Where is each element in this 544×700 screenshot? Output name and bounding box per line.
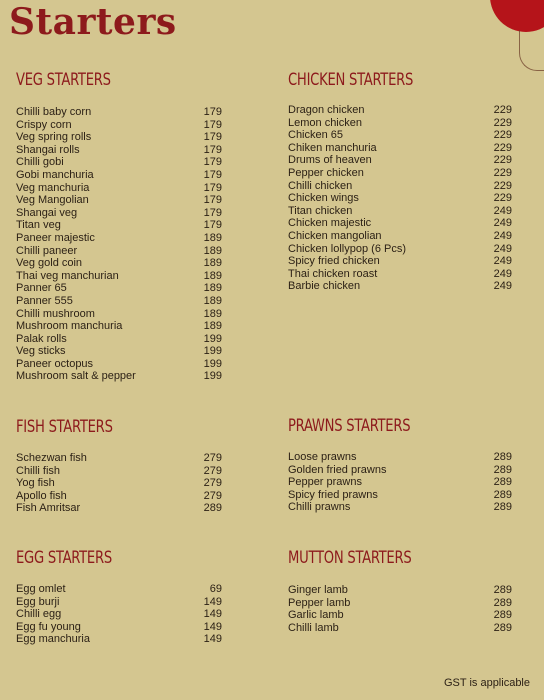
item-price: 189 [203,282,222,295]
item-price: 199 [203,357,222,370]
item-price: 189 [203,257,222,270]
item-name: Chilli lamb [288,621,339,634]
item-name: Chicken mangolian [288,229,382,242]
item-price: 189 [203,244,222,257]
item-name: Fish Amritsar [16,502,81,515]
item-price: 279 [203,452,222,464]
item-name: Ginger lamb [288,584,348,596]
item-price: 179 [203,206,222,219]
menu-item [16,106,222,119]
section-heading: CHICKEN STARTERS [288,70,414,90]
veg-starters-section [16,69,222,383]
menu-item [16,194,222,207]
item-price: 179 [203,194,222,207]
item-price: 149 [203,608,222,621]
item-price: 199 [203,370,222,383]
menu-item [16,333,222,346]
item-name: Garlic lamb [288,609,344,622]
menu-item [16,320,222,333]
menu-item [16,257,222,270]
menu-item [16,232,222,245]
menu-item [16,358,222,371]
menu-item [288,622,512,635]
item-price: 289 [493,621,512,634]
menu-item [16,131,222,144]
item-price: 249 [493,242,512,255]
item-price: 179 [203,118,222,131]
item-name: Chilli baby corn [16,106,92,118]
item-name: Shangai veg [16,206,78,219]
item-name: Egg manchuria [16,633,90,646]
item-name: Panner 65 [16,282,67,295]
item-name: Barbie chicken [288,280,361,293]
menu-item [288,142,512,155]
item-name: Chilli paneer [16,244,78,257]
item-name: Dragon chicken [288,104,365,116]
item-name: Chilli chicken [288,179,353,192]
item-name: Loose prawns [288,451,357,463]
item-price: 229 [493,166,512,179]
item-name: Pepper chicken [288,166,364,179]
item-name: Apollo fish [16,489,67,502]
menu-item [16,144,222,157]
item-name: Veg manchuria [16,181,90,194]
corner-illustration [519,30,544,71]
item-name: Egg omlet [16,583,66,595]
item-name: Yog fish [16,477,55,490]
menu-item [288,280,512,293]
item-name: Mushroom manchuria [16,320,123,333]
item-name: Chicken wings [288,192,359,205]
item-name: Veg sticks [16,345,66,358]
item-list [288,584,512,634]
item-price: 249 [493,204,512,217]
menu-item [288,255,512,268]
mutton-starters-section [288,547,512,634]
item-name: Titan veg [16,219,61,232]
menu-item [16,182,222,195]
item-price: 189 [203,320,222,333]
item-list [16,583,222,646]
item-price: 229 [493,192,512,205]
menu-item [16,452,222,465]
menu-item [288,230,512,243]
menu-item [16,345,222,358]
item-price: 69 [209,583,222,595]
menu-item [288,609,512,622]
item-price: 249 [493,255,512,268]
item-price: 179 [203,143,222,156]
menu-item [288,154,512,167]
item-price: 199 [203,332,222,345]
menu-item [16,502,222,515]
item-price: 189 [203,294,222,307]
menu-item [16,308,222,321]
item-price: 249 [493,267,512,280]
item-price: 179 [203,156,222,169]
menu-item [16,465,222,478]
menu-item [16,207,222,220]
menu-item [16,169,222,182]
item-price: 289 [493,501,512,514]
section-heading: MUTTON STARTERS [288,548,412,568]
item-name: Chilli fish [16,464,61,477]
menu-item [288,192,512,205]
menu-item [16,219,222,232]
menu-item [288,217,512,230]
chicken-starters-section [288,69,512,293]
item-name: Veg gold coin [16,257,83,270]
item-price: 289 [493,609,512,622]
item-name: Chicken lollypop (6 Pcs) [288,242,406,255]
item-price: 179 [203,106,222,118]
egg-starters-section [16,547,222,646]
item-price: 279 [203,477,222,490]
menu-item [16,596,222,609]
item-price: 279 [203,489,222,502]
menu-item [16,477,222,490]
item-name: Chiken manchuria [288,141,377,154]
menu-item [16,490,222,503]
item-list [288,451,512,514]
menu-item [288,167,512,180]
item-price: 289 [493,488,512,501]
item-price: 289 [493,584,512,596]
item-price: 249 [493,280,512,293]
item-price: 189 [203,307,222,320]
item-price: 149 [203,633,222,646]
item-price: 189 [203,231,222,244]
item-price: 229 [493,154,512,167]
item-name: Pepper lamb [288,596,351,609]
menu-item [288,268,512,281]
item-name: Egg fu young [16,620,81,633]
item-name: Gobi manchuria [16,168,94,181]
menu-item [288,464,512,477]
item-name: Chilli prawns [288,501,351,514]
item-name: Chilli mushroom [16,307,95,320]
item-name: Crispy corn [16,118,72,131]
item-price: 289 [493,451,512,463]
item-name: Chicken 65 [288,129,344,142]
prawns-starters-section [288,415,512,514]
item-price: 289 [493,596,512,609]
item-name: Spicy fried prawns [288,488,378,501]
menu-item [16,245,222,258]
item-price: 179 [203,168,222,181]
corner-decoration [490,0,544,32]
item-price: 289 [493,463,512,476]
item-price: 279 [203,464,222,477]
menu-item [16,370,222,383]
item-list [288,104,512,293]
item-list [16,452,222,515]
page-title: Starters [9,1,177,43]
fish-starters-section [16,416,222,515]
item-name: Paneer octopus [16,357,94,370]
item-name: Thai chicken roast [288,267,378,280]
item-price: 289 [203,502,222,515]
menu-item [288,597,512,610]
item-name: Titan chicken [288,204,353,217]
item-price: 229 [493,129,512,142]
item-name: Thai veg manchurian [16,269,119,282]
item-price: 229 [493,141,512,154]
item-price: 179 [203,219,222,232]
item-name: Egg burji [16,595,60,608]
item-name: Lemon chicken [288,116,362,129]
item-list [16,106,222,383]
menu-item [288,243,512,256]
menu-item [16,270,222,283]
section-heading: FISH STARTERS [16,417,113,437]
menu-item [288,476,512,489]
item-name: Shangai rolls [16,143,80,156]
item-price: 189 [203,269,222,282]
menu-item [16,633,222,646]
item-name: Chilli egg [16,608,62,621]
item-name: Panner 555 [16,294,73,307]
menu-item [16,608,222,621]
menu-item [16,119,222,132]
item-name: Golden fried prawns [288,463,387,476]
menu-item [288,451,512,464]
item-price: 179 [203,131,222,144]
menu-item [288,584,512,597]
item-name: Veg Mangolian [16,194,89,207]
menu-item [288,129,512,142]
menu-item [288,501,512,514]
section-heading: VEG STARTERS [16,70,111,90]
item-name: Drums of heaven [288,154,372,167]
menu-item [16,282,222,295]
item-name: Palak rolls [16,332,67,345]
menu-item [288,180,512,193]
item-price: 229 [493,116,512,129]
item-name: Chicken majestic [288,217,372,230]
item-price: 149 [203,595,222,608]
item-name: Spicy fried chicken [288,255,380,268]
item-price: 149 [203,620,222,633]
menu-item [16,621,222,634]
item-price: 289 [493,476,512,489]
item-name: Veg spring rolls [16,131,92,144]
menu-item [288,104,512,117]
menu-item [16,583,222,596]
item-price: 249 [493,229,512,242]
item-name: Schezwan fish [16,452,87,464]
menu-item [288,205,512,218]
item-name: Chilli gobi [16,156,64,169]
gst-note: GST is applicable [443,677,530,689]
item-price: 229 [493,104,512,116]
menu-item [16,156,222,169]
section-heading: EGG STARTERS [16,548,112,568]
item-price: 229 [493,179,512,192]
item-name: Paneer majestic [16,231,95,244]
item-price: 249 [493,217,512,230]
item-name: Pepper prawns [288,476,362,489]
menu-item [288,489,512,502]
menu-item [16,295,222,308]
item-name: Mushroom salt & pepper [16,370,136,383]
section-heading: PRAWNS STARTERS [288,416,411,436]
menu-item [288,117,512,130]
item-price: 179 [203,181,222,194]
item-price: 199 [203,345,222,358]
